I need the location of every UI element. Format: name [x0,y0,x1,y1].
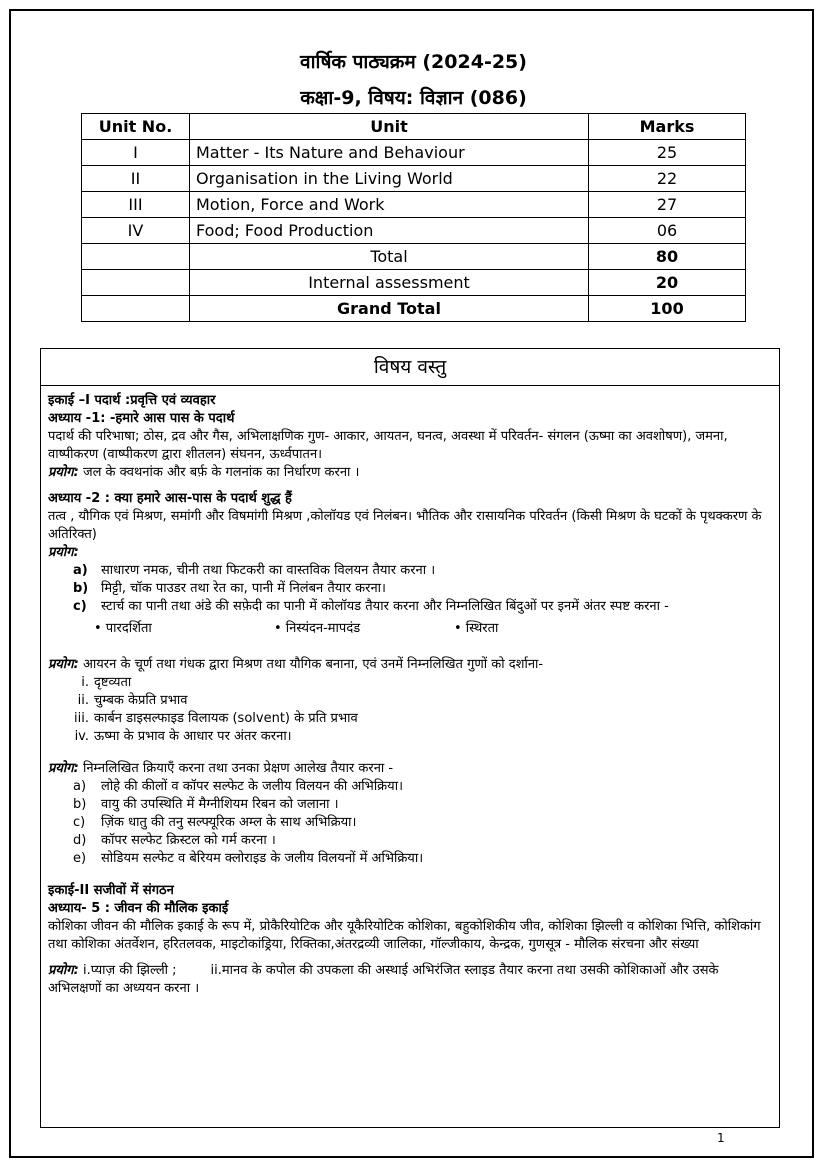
list-item-text: चुम्बक केप्रति प्रभाव [94,693,188,708]
list-item [48,562,772,580]
total-value: 80 [589,244,746,270]
list-item [48,778,772,796]
content-box [40,348,780,1128]
unit1-title: इकाई –I पदार्थ :प्रवृत्ति एवं व्यवहार [48,393,216,408]
list-item-text: कार्बन डाइसल्फाइड विलायक (solvent) के प्रति प्रभाव [94,711,358,726]
col-header-unit: Unit [190,114,589,140]
marks-cell: 25 [589,140,746,166]
unit-name-cell: Motion, Force and Work [190,192,589,218]
unit-name-cell: Organisation in the Living World [190,166,589,192]
list-item [48,850,772,868]
list-marker: iv. [74,729,89,744]
unit-no-cell: IV [82,218,190,244]
prayog-text: आयरन के चूर्ण तथा गंधक द्वारा मिश्रण तथा यौगिक बनाना, एवं उनमें निम्नलिखित गुणों को दर्शाना- [82,657,544,672]
empty-cell [82,244,190,270]
list-item-text: वायु की उपस्थिति में मैग्नीशियम रिबन को जलाना । [101,797,339,812]
list-item [48,796,772,814]
table-header-row [82,114,746,140]
table-row [82,166,746,192]
page-subtitle: कक्षा-9, विषय: विज्ञान (086) [300,87,527,109]
prayog2 [48,656,772,674]
empty-cell [82,270,190,296]
marks-cell: 06 [589,218,746,244]
list-item-text: स्टार्च का पानी तथा अंडे की सफ़ेदी का पानी में कोलॉयड तैयार करना और निम्नलिखित बिंदुओं पर इनमें अंतर स्पष्ट करना - [101,599,669,614]
list-item [48,674,772,692]
unit-name-cell: Matter - Its Nature and Behaviour [190,140,589,166]
table-row [82,218,746,244]
page-number: 1 [717,1131,725,1145]
grand-total-value: 100 [589,296,746,322]
list-marker: e) [73,851,87,866]
list-item-text: कॉपर सल्फेट क्रिस्टल को गर्म करना । [101,833,276,848]
chapter2-title: अध्याय -2 : क्या हमारे आस-पास के पदार्थ शुद्ध हैं [48,491,292,506]
list-marker: b) [73,797,87,812]
prayog-item-ii: ii.मानव के कपोल की उपकला की अस्थाई अभिरंजित स्लाइड तैयार करना तथा उसकी कोशिकाओं और उसके अभिलक्षणों का अध्ययन करना । [48,963,719,996]
list-item [48,710,772,728]
table-row [82,192,746,218]
prayog-text: जल के क्वथनांक और बर्फ़ के गलनांक का निर्धारण करना । [82,465,360,480]
prayog-label: प्रयोग: [48,657,79,672]
list-marker: b) [73,581,89,596]
chapter5-title: अध्याय- 5 : जीवन की मौलिक इकाई [48,901,229,916]
list-item-text: ज़िंक धातु की तनु सल्फ्यूरिक अम्ल के साथ अभिक्रिया। [101,815,357,830]
unit-name-cell: Food; Food Production [190,218,589,244]
page-title: वार्षिक पाठ्यक्रम (2024-25) [300,51,527,73]
internal-assessment-label: Internal assessment [190,270,589,296]
list-marker: i. [81,675,89,690]
unit2-title: इकाई-II सजीवों में संगठन [48,883,174,898]
content-heading: विषय वस्तु [41,349,779,386]
table-row [82,140,746,166]
list-item [48,692,772,710]
prayog-label: प्रयोग: [48,545,79,560]
prayog-item-i: i.प्याज़ की झिल्ली ; [82,963,177,978]
unit-no-cell: II [82,166,190,192]
list-item-text: सोडियम सल्फेट व बेरियम क्लोराइड के जलीय विलयनों में अभिक्रिया। [101,851,424,866]
prayog-label: प्रयोग: [48,465,79,480]
list-item-text: दृष्टव्यता [94,675,132,690]
list-item-text: ऊष्मा के प्रभाव के आधार पर अंतर करना। [94,729,292,744]
internal-assessment-row [82,270,746,296]
list-marker: a) [73,779,87,794]
total-row [82,244,746,270]
unit-no-cell: III [82,192,190,218]
marks-table [81,113,746,322]
prayog-label: प्रयोग: [48,963,79,978]
list-marker: ii. [77,693,89,708]
chapter1-prayog [48,464,772,482]
chapter1-title: अध्याय -1: -हमारे आस पास के पदार्थ [48,411,235,426]
unit-no-cell: I [82,140,190,166]
chapter1-body: पदार्थ की परिभाषा; ठोस, द्रव और गैस, अभिलाक्षणिक गुण- आकार, आयतन, घनत्व, अवस्था में परिवर्तन- संगलन (ऊष्मा का अवशोषण), जमना, वाष्पीकरण (वाष्पीकरण द्वारा शीतलन) संघनन, ऊर्ध्वपातन। [48,429,728,462]
list-marker: a) [73,563,88,578]
bullet-item: • निस्यंदन-मापदंड [274,621,361,636]
prayog-text: निम्नलिखित क्रियाएँ करना तथा उनका प्रेक्षण आलेख तैयार करना - [82,761,394,776]
prayog-label: प्रयोग: [48,761,79,776]
grand-total-row [82,296,746,322]
list-marker: iii. [74,711,89,726]
col-header-marks: Marks [589,114,746,140]
list-item-text: लोहे की कीलों व कॉपर सल्फेट के जलीय विलयन की अभिक्रिया। [101,779,403,794]
list-item [48,832,772,850]
list-item [48,580,772,598]
list-marker: c) [73,599,87,614]
list-marker: c) [73,815,86,830]
prayog3 [48,760,772,778]
chapter5-prayog [48,962,772,998]
chapter5-body: कोशिका जीवन की मौलिक इकाई के रूप में, प्रोकैरियोटिक और यूकैरियोटिक कोशिका, बहुकोशिकीय जीव, कोशिका झिल्ली व कोशिका भित्ति, कोशिकांग तथा कोशिका अंतर्वेशन, हरितलवक, माइटोकांड्रिया, रिक्तिका,अंतरद्रव्यी जालिका, गॉल्जीकाय, केन्द्रक, गुणसूत्र - मौलिक संरचना और संख्या [48,919,761,952]
chapter2-body: तत्व , यौगिक एवं मिश्रण, समांगी और विषमांगी मिश्रण ,कोलॉयड एवं निलंबन। भौतिक और रासायनिक परिवर्तन (किसी मिश्रण के घटकों के पृथक्करण के अतिरिक्त) [48,509,762,542]
list-item-text: मिट्टी, चॉक पाउडर तथा रेत का, पानी में निलंबन तैयार करना। [101,581,386,596]
total-label: Total [190,244,589,270]
list-marker: d) [73,833,87,848]
empty-cell [82,296,190,322]
marks-cell: 27 [589,192,746,218]
grand-total-label: Grand Total [190,296,589,322]
col-header-unit-no: Unit No. [82,114,190,140]
bullet-item: • पारदर्शिता [94,621,152,636]
list-item-text: साधारण नमक, चीनी तथा फिटकरी का वास्तविक विलयन तैयार करना । [101,563,436,578]
list-item [48,728,772,746]
bullet-row [48,620,772,642]
content-body [41,386,779,998]
bullet-item: • स्थिरता [454,621,499,636]
list-item [48,598,772,616]
internal-assessment-value: 20 [589,270,746,296]
list-item [48,814,772,832]
marks-cell: 22 [589,166,746,192]
